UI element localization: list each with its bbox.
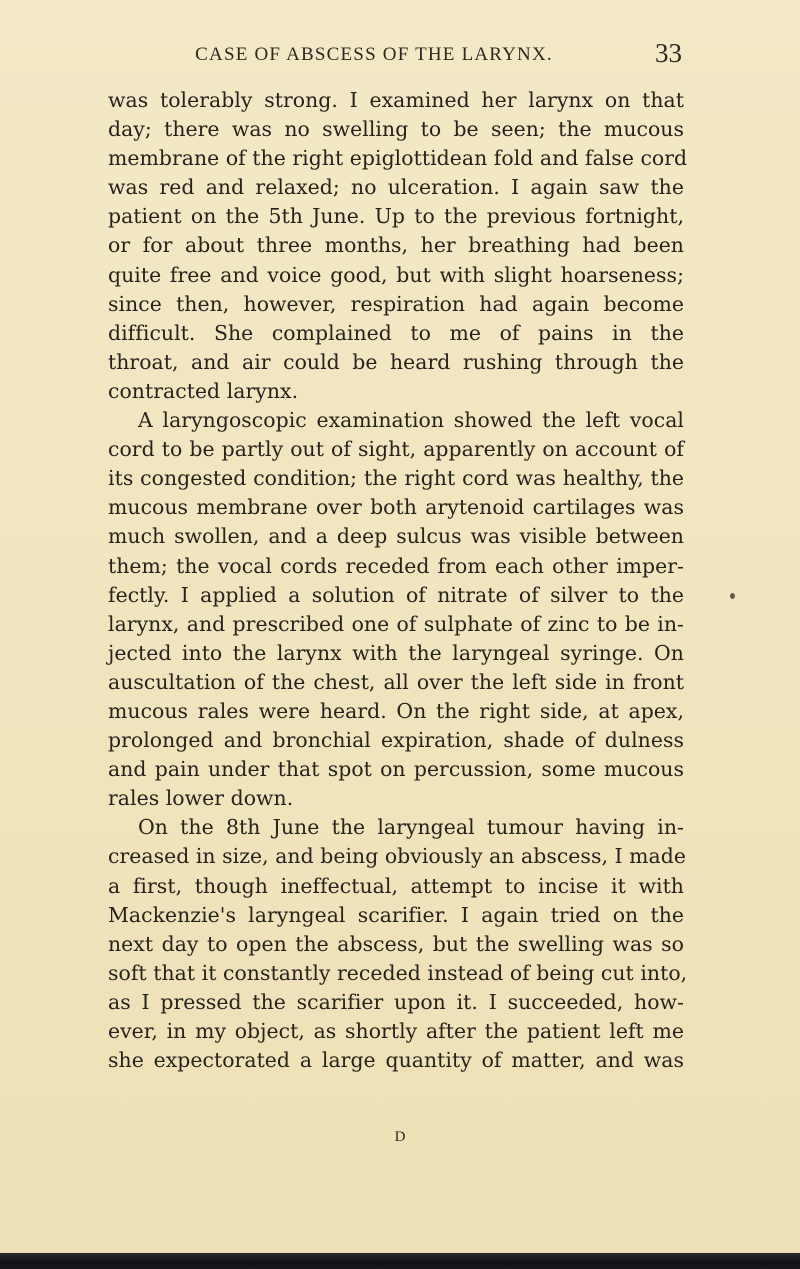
text-line: day; there was no swelling to be seen; the mucous xyxy=(108,117,684,142)
text-line: was red and relaxed; no ulceration. I again saw the xyxy=(108,175,684,200)
text-line: and pain under that spot on percussion, some mucous xyxy=(108,757,684,782)
text-line: mucous rales were heard. On the right side, at apex, xyxy=(108,698,684,723)
text-line: cord to be partly out of sight, apparently on account of xyxy=(108,437,684,462)
text-line: prolonged and bronchial expiration, shade of dulness xyxy=(108,728,684,753)
text-line: membrane of the right epiglottidean fold and false cord xyxy=(108,146,688,171)
text-line: fectly. I applied a solution of nitrate of silver to the xyxy=(108,582,684,607)
paragraph-end-line: contracted larynx. xyxy=(108,378,299,403)
text-line: larynx, and prescribed one of sulphate of zinc to be in- xyxy=(108,611,684,636)
paragraph-end-line: rales lower down. xyxy=(108,786,294,811)
text-line: Mackenzie's laryngeal scarifier. I again tried on the xyxy=(108,902,684,927)
text-line: since then, however, respiration had again become xyxy=(108,291,684,316)
text-line: creased in size, and being obviously an abscess, I made xyxy=(108,844,686,869)
text-line: its congested condition; the right cord was healthy, the xyxy=(108,466,684,491)
page-bottom-edge xyxy=(0,1253,800,1269)
page-number: 33 xyxy=(655,38,682,68)
text-line: them; the vocal cords receded from each other imper- xyxy=(108,553,684,578)
text-line: or for about three months, her breathing had been xyxy=(108,233,684,258)
text-line: much swollen, and a deep sulcus was visible between xyxy=(108,524,684,549)
text-line: next day to open the abscess, but the swelling was so xyxy=(108,931,684,956)
body-text xyxy=(108,86,688,1075)
text-line: difficult. She complained to me of pains in the xyxy=(108,320,684,345)
paragraph-start-line: A laryngoscopic examination showed the left vocal xyxy=(138,408,684,433)
text-line: quite free and voice good, but with slight hoarseness; xyxy=(108,262,684,287)
text-line: mucous membrane over both arytenoid cartilages was xyxy=(108,495,684,520)
text-line: soft that it constantly receded instead of being cut into, xyxy=(108,960,688,985)
text-line: jected into the larynx with the laryngeal syringe. On xyxy=(108,640,684,665)
text-line: was tolerably strong. I examined her larynx on that xyxy=(108,88,684,112)
text-line: auscultation of the chest, all over the left side in front xyxy=(108,669,684,694)
text-line: she expectorated a large quantity of matter, and was xyxy=(108,1048,684,1073)
text-line: as I pressed the scarifier upon it. I succeeded, how- xyxy=(108,989,684,1014)
ink-speck xyxy=(730,593,735,599)
paragraph-start-line: On the 8th June the laryngeal tumour having in- xyxy=(138,815,684,840)
running-head: CASE OF ABSCESS OF THE LARYNX. xyxy=(195,44,553,65)
text-line: a first, though ineffectual, attempt to incise it with xyxy=(108,873,684,898)
text-line: throat, and air could be heard rushing through the xyxy=(108,349,684,374)
text-line: ever, in my object, as shortly after the patient left me xyxy=(108,1019,684,1043)
text-line: patient on the 5th June. Up to the previous fortnight, xyxy=(108,204,684,229)
signature-mark: D xyxy=(394,1129,406,1145)
